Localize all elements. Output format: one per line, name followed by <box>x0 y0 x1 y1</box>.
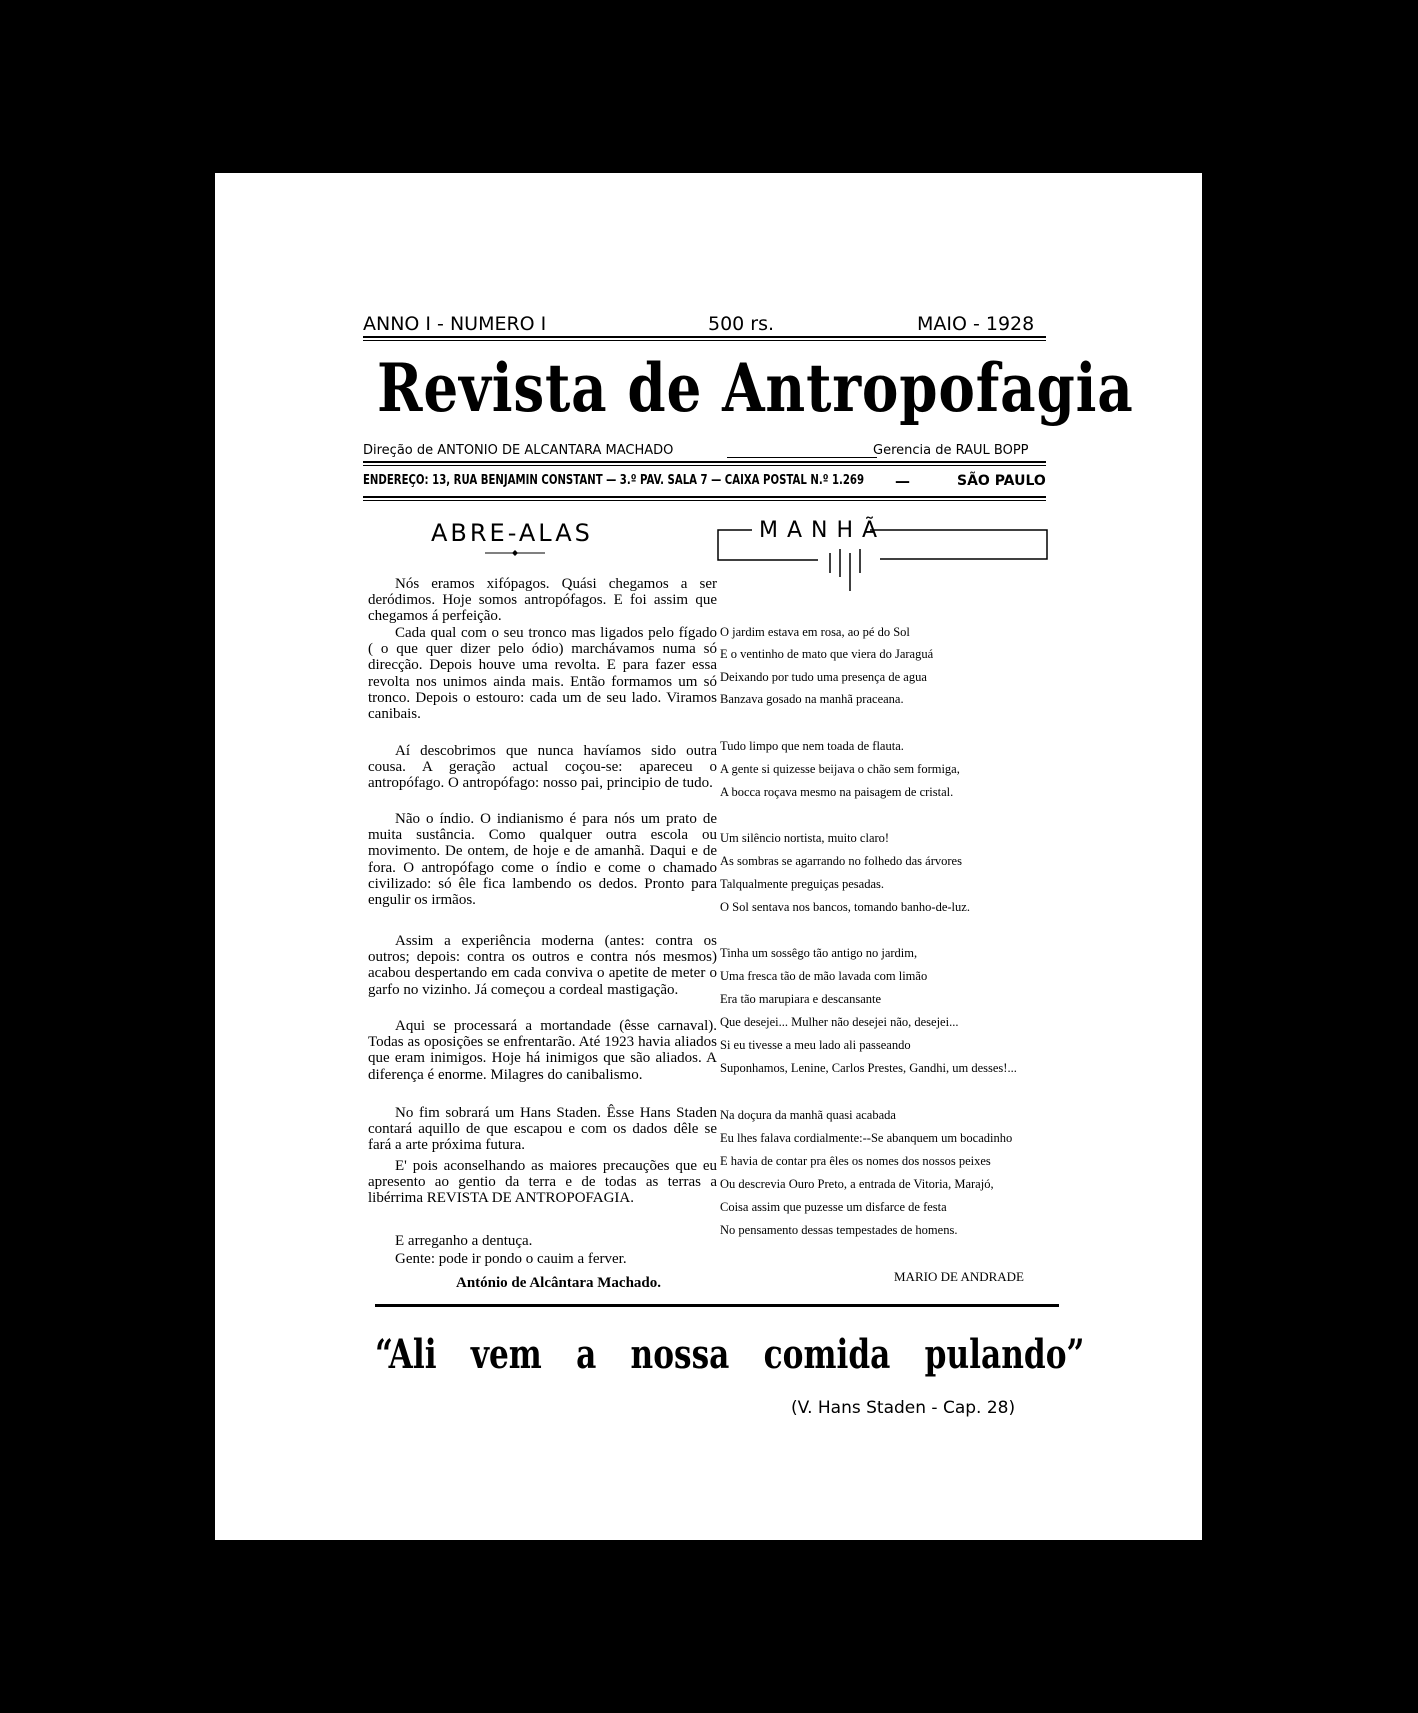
poem-line: Tinha um sossêgo tão antigo no jardim, <box>720 946 918 960</box>
poem-line: A bocca roçava mesmo na paisagem de cristal. <box>720 785 954 799</box>
header-rule-2 <box>363 465 1046 466</box>
top-rule-1 <box>363 336 1046 338</box>
left-signature: António de Alcântara Machado. <box>456 1275 662 1291</box>
title-ornament <box>485 548 545 558</box>
top-rule-2 <box>363 340 1046 341</box>
management-credit: Gerencia de RAUL BOPP <box>873 443 1029 458</box>
poem-line: E o ventinho de mato que viera do Jaraguá <box>720 647 934 661</box>
poem-line: E havia de contar pra êles os nomes dos nossos peixes <box>720 1154 991 1168</box>
city: SÃO PAULO <box>957 473 1046 489</box>
poem-line: As sombras se agarrando no folhedo das árvores <box>720 854 962 868</box>
masthead-title: Revista de Antropofagia <box>377 349 1134 427</box>
header-rule-1 <box>363 461 1046 463</box>
paragraph-6: Aqui se processará a mortandade (êsse carnaval). Todas as oposições se enfrentarão. Até 1923 havia aliados que eram inimigos. Hoje há inimigos que são aliados. A diferença é enorme. Milagres do canibalismo. <box>368 1018 717 1083</box>
poem-line: No pensamento dessas tempestades de homens. <box>720 1223 958 1237</box>
poem-line: Era tão marupiara e descansante <box>720 992 882 1006</box>
issue-number: ANNO I - NUMERO I <box>363 313 547 335</box>
magazine-page <box>215 173 1202 1540</box>
issue-date: MAIO - 1928 <box>917 313 1035 335</box>
poem-line: Na doçura da manhã quasi acabada <box>720 1108 896 1122</box>
address-line: ENDEREÇO: 13, RUA BENJAMIN CONSTANT — 3.º PAV. SALA 7 — CAIXA POSTAL N.º 1.269 <box>363 473 865 488</box>
footer-citation: (V. Hans Staden - Cap. 28) <box>791 1398 1016 1418</box>
poem-line: Si eu tivesse a meu lado ali passeando <box>720 1038 911 1052</box>
poem-line: O jardim estava em rosa, ao pé do Sol <box>720 625 910 639</box>
poem-line: O Sol sentava nos bancos, tomando banho-de-luz. <box>720 900 970 914</box>
paragraph-1: Nós eramos xifópagos. Quási chegamos a ser deródimos. Hoje somos antropófagos. E foi assim que chegamos á perfeição. <box>368 576 717 625</box>
paragraph-2: Cada qual com o seu tronco mas ligados pelo fígado ( o que quer dizer pelo ódio) marchávamos numa só direcção. Depois houve uma revolta. E para fazer essa revolta nos unimos ainda mais. Então formamos um só tronco. Depois o estouro: cada um de seu lado. Viramos canibais. <box>368 625 717 723</box>
abre-alas-title: ABRE-ALAS <box>431 519 593 547</box>
paragraph-10: Gente: pode ir pondo o cauim a ferver. <box>395 1251 627 1267</box>
subline-rule-left <box>727 457 877 458</box>
address-rule-2 <box>363 500 1046 501</box>
poem-line: Talqualmente preguiças pesadas. <box>720 877 884 891</box>
poem-line: Coisa assim que puzesse um disfarce de festa <box>720 1200 947 1214</box>
direction-credit: Direção de ANTONIO DE ALCANTARA MACHADO <box>363 443 674 458</box>
poem-line: Tudo limpo que nem toada de flauta. <box>720 739 904 753</box>
paragraph-9: E arreganho a dentuça. <box>395 1233 533 1249</box>
issue-price: 500 rs. <box>708 313 775 335</box>
footer-quote: “Ali vem a nossa comida pulando” <box>375 1331 1085 1378</box>
poem-line: A gente si quizesse beijava o chão sem formiga, <box>720 762 960 776</box>
poem-line: Ou descrevia Ouro Preto, a entrada de Vitoria, Marajó, <box>720 1177 994 1191</box>
footer-rule <box>375 1304 1059 1307</box>
right-author: MARIO DE ANDRADE <box>894 1269 1024 1284</box>
address-rule-1 <box>363 496 1046 498</box>
poem-line: Um silêncio nortista, muito claro! <box>720 831 890 845</box>
poem-line: Eu lhes falava cordialmente:--Se abanquem um bocadinho <box>720 1131 1013 1145</box>
paragraph-4: Não o índio. O indianismo é para nós um prato de muita sustância. Como qualquer outra escola ou movimento. De ontem, de hoje e de amanhã. Daqui e de fora. O antropófago come o índio e come o chamado civilizado: só êle fica lambendo os dedos. Pronto para engulir os irmãos. <box>368 811 717 909</box>
poem-line: Banzava gosado na manhã praceana. <box>720 692 904 706</box>
poem-line: Que desejei... Mulher não desejei não, desejei... <box>720 1015 959 1029</box>
paragraph-3: Aí descobrimos que nunca havíamos sido outra cousa. A geração actual coçou-se: apareceu o antropófago. O antropófago: nosso pai, principio de tudo. <box>368 743 717 792</box>
paragraph-7: No fim sobrará um Hans Staden. Êsse Hans Staden contará aquillo de que escapou e com os dados dêle se fará a arte próxima futura. <box>368 1105 717 1154</box>
city-dash: — <box>895 472 910 490</box>
poem-line: Suponhamos, Lenine, Carlos Prestes, Gandhi, um desses!... <box>720 1061 1017 1075</box>
paragraph-5: Assim a experiência moderna (antes: contra os outros; depois: contra os outros e contra nós mesmos) acabou despertando em cada conviva o apetite de meter o garfo no vizinho. Já começou a cordeal mastigação. <box>368 933 717 998</box>
paragraph-8: E' pois aconselhando as maiores precauções que eu apresento ao gentio da terra e de todas as terras a libérrima REVISTA DE ANTROPOFAGIA. <box>368 1158 717 1207</box>
manha-title: MANHÃ <box>759 518 887 543</box>
poem-line: Uma fresca tão de mão lavada com limão <box>720 969 928 983</box>
poem-line: Deixando por tudo uma presença de agua <box>720 670 927 684</box>
